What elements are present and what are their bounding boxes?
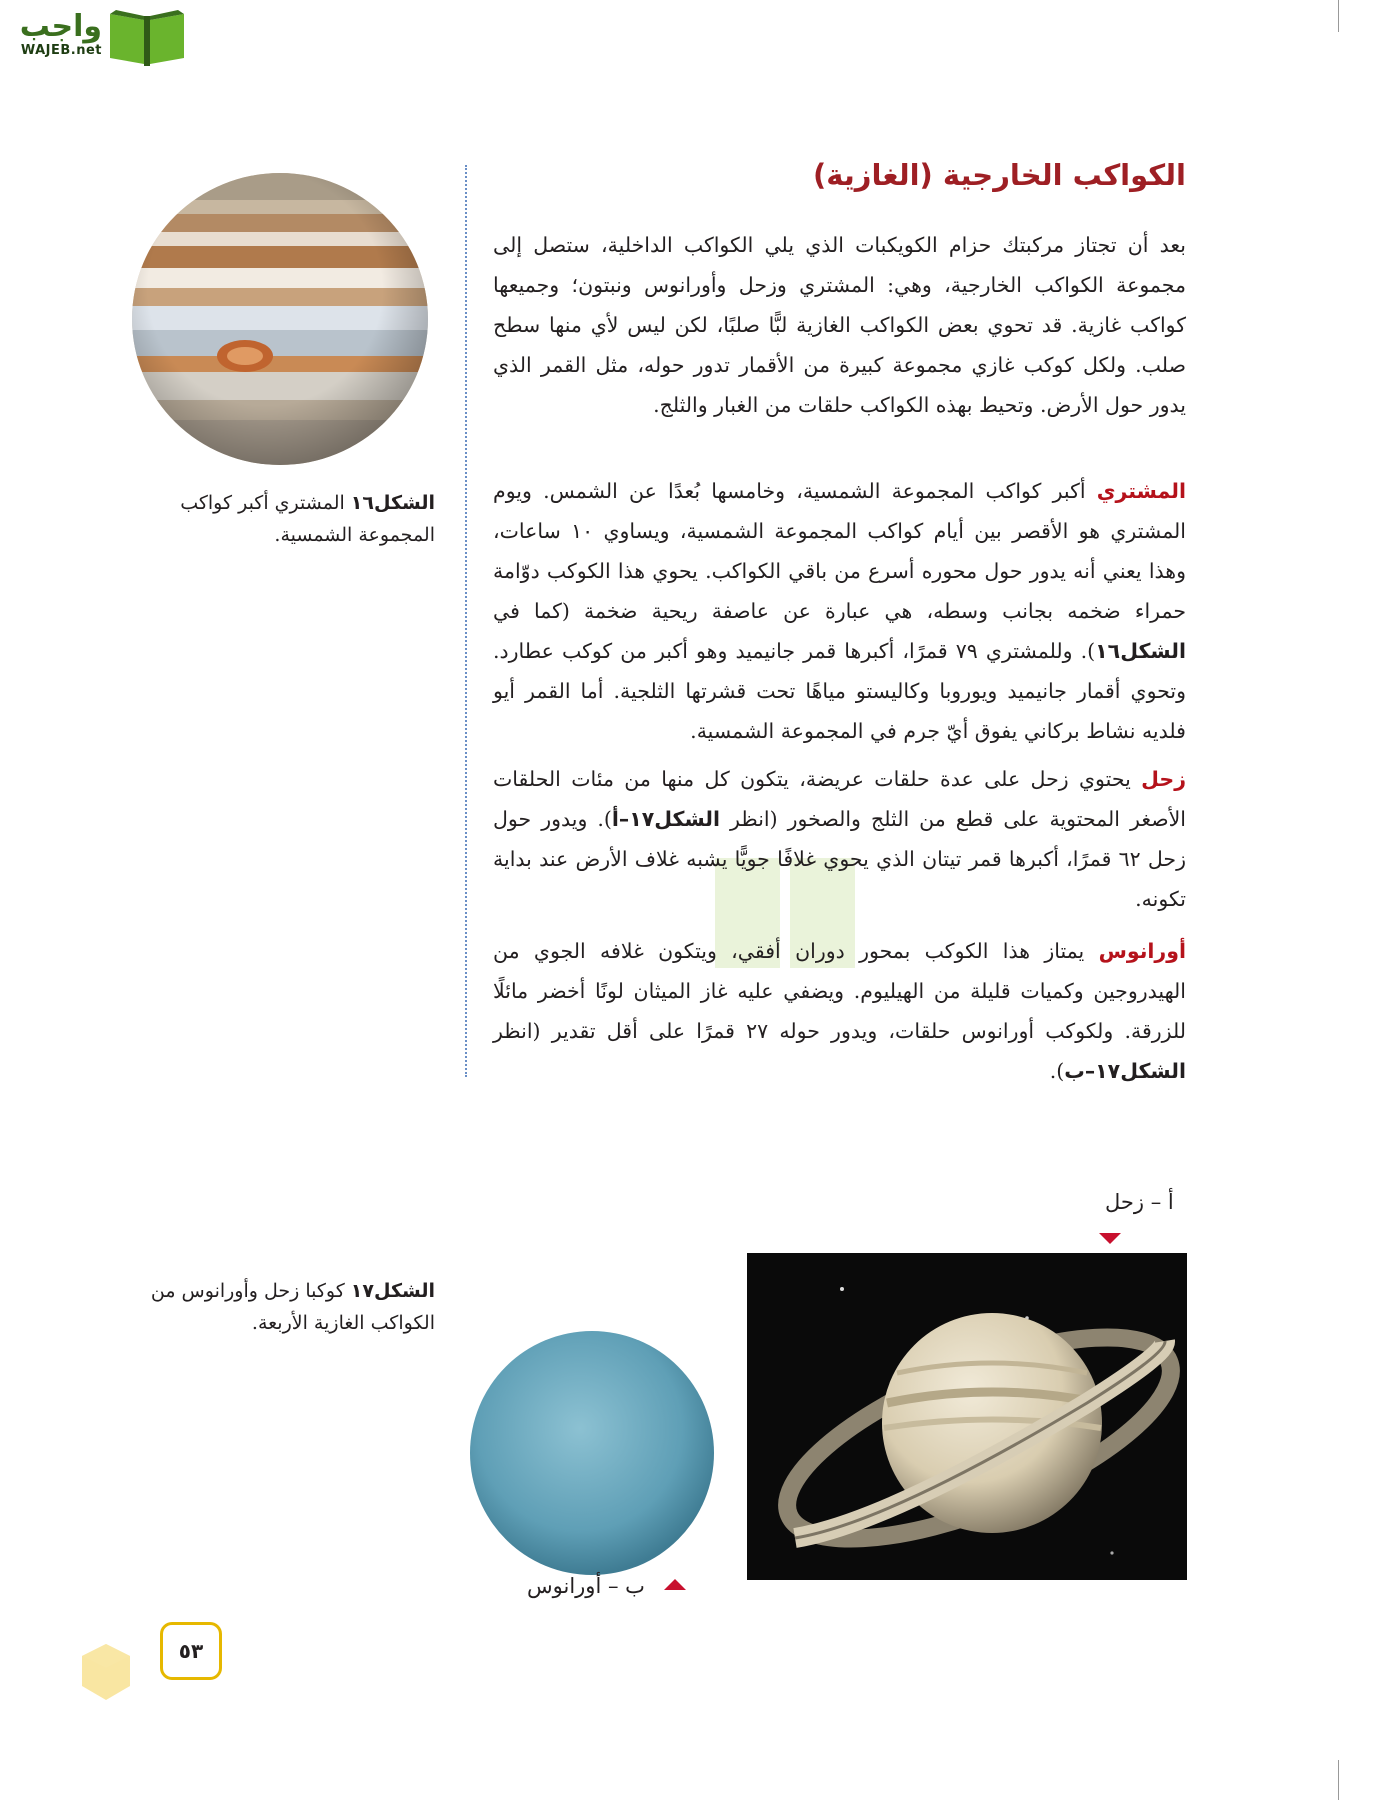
uranus-image <box>467 1328 717 1578</box>
saturn-term: زحل <box>1141 767 1186 791</box>
figure16-caption-text: المشتري أكبر كواكب المجموعة الشمسية. <box>180 492 435 546</box>
jupiter-image <box>130 170 430 468</box>
jupiter-text-1: أكبر كواكب المجموعة الشمسية، وخامسها بُعدًا عن الشمس. ويوم المشتري هو الأقصر بين أيام كواكب المجموعة الشمسية، ويساوي ١٠ ساعات، وهذا يعني أنه يدور حول محوره أسرع من باقي الكواكب. يحوي هذا الكوكب دوّامة حمراء ضخمه بجانب وسطه، هي عبارة عن عاصفة ريحية ضخمة (كما في <box>493 479 1186 623</box>
page-corner-mark-bottom <box>1338 1760 1339 1800</box>
uranus-image-label: ب – أورانوس <box>527 1574 645 1598</box>
jupiter-paragraph <box>493 471 1186 751</box>
figure17-caption-text: كوكبا زحل وأورانوس من الكواكب الغازية الأربعة. <box>150 1280 435 1334</box>
saturn-text-2: ). ويدور حول زحل ٦٢ قمرًا، أكبرها قمر تيتان الذي يحوي غلافًا جويًّا يشبه غلاف الأرض عند بداية تكونه. <box>493 807 1186 911</box>
pointer-down-icon <box>1099 1233 1121 1244</box>
saturn-paragraph <box>493 759 1186 919</box>
jupiter-text-2: ). وللمشتري ٧٩ قمرًا، أكبرها قمر جانيميد وهو أكبر من كوكب عطارد. وتحوي أقمار جانيميد ويوروبا وكاليستو مياهًا تحت قشرتها الثلجية. أما القمر أيو فلديه نشاط بركاني يفوق أيّ جرم في المجموعة الشمسية. <box>493 639 1186 743</box>
uranus-figure-ref: الشكل١٧–ب <box>1064 1059 1186 1083</box>
pointer-up-icon <box>664 1579 686 1590</box>
logo-latin-text: WAJEB.net <box>20 43 102 58</box>
figure17-caption <box>130 1275 435 1339</box>
jupiter-term: المشتري <box>1096 479 1186 503</box>
logo-arabic-text: واجب <box>19 9 102 44</box>
saturn-text-1: يحتوي زحل على عدة حلقات عريضة، يتكون كل منها من مئات الحلقات الأصغر المحتوية على قطع من الثلج والصخور (انظر <box>493 767 1187 831</box>
page-number: ٥٣ <box>160 1622 222 1680</box>
uranus-term: أورانوس <box>1098 939 1186 963</box>
saturn-paragraph-block <box>493 759 1186 919</box>
intro-paragraph-block <box>493 225 1186 425</box>
uranus-text-2: ). <box>1049 1059 1065 1083</box>
uranus-paragraph-block <box>493 931 1186 1091</box>
book-logo-icon <box>106 6 188 68</box>
saturn-image-label: أ – زحل <box>1105 1190 1174 1214</box>
figure16-caption <box>130 487 435 551</box>
figure17-label: الشكل١٧ <box>350 1280 435 1302</box>
column-divider <box>465 165 467 1077</box>
site-logo[interactable] <box>12 10 102 58</box>
intro-paragraph: بعد أن تجتاز مركبتك حزام الكويكبات الذي يلي الكواكب الداخلية، ستصل إلى مجموعة الكواكب الخارجية، وهي: المشتري وزحل وأورانوس ونبتون؛ وجميعها كواكب غازية. قد تحوي بعض الكواكب الغازية لبًّا صلبًا، لكن ليس لأي منها سطح صلب. ولكل كوكب غازي مجموعة كبيرة من الأقمار تدور حوله، مثل القمر الذي يدور حول الأرض. وتحيط بهذه الكواكب حلقات من الغبار والثلج. <box>493 233 1186 417</box>
saturn-image <box>747 1253 1187 1580</box>
cube-icon <box>80 1642 132 1702</box>
uranus-text-1: يمتاز هذا الكوكب بمحور دوران أفقي، ويتكون غلافه الجوي من الهيدروجين وكميات قليلة من الهيليوم. ويضفي عليه غاز الميثان لونًا أخضر مائلًا للزرقة. ولكوكب أورانوس حلقات، ويدور حوله ٢٧ قمرًا على أقل تقدير (انظر <box>493 939 1186 1043</box>
page-corner-mark <box>1338 0 1339 32</box>
saturn-figure-ref: الشكل١٧–أ <box>611 807 721 831</box>
uranus-paragraph <box>493 931 1186 1091</box>
jupiter-figure-ref: الشكل١٦ <box>1095 639 1186 663</box>
section-title: الكواكب الخارجية (الغازية) <box>813 158 1186 192</box>
jupiter-paragraph-block <box>493 471 1186 751</box>
figure16-label: الشكل١٦ <box>350 492 435 514</box>
